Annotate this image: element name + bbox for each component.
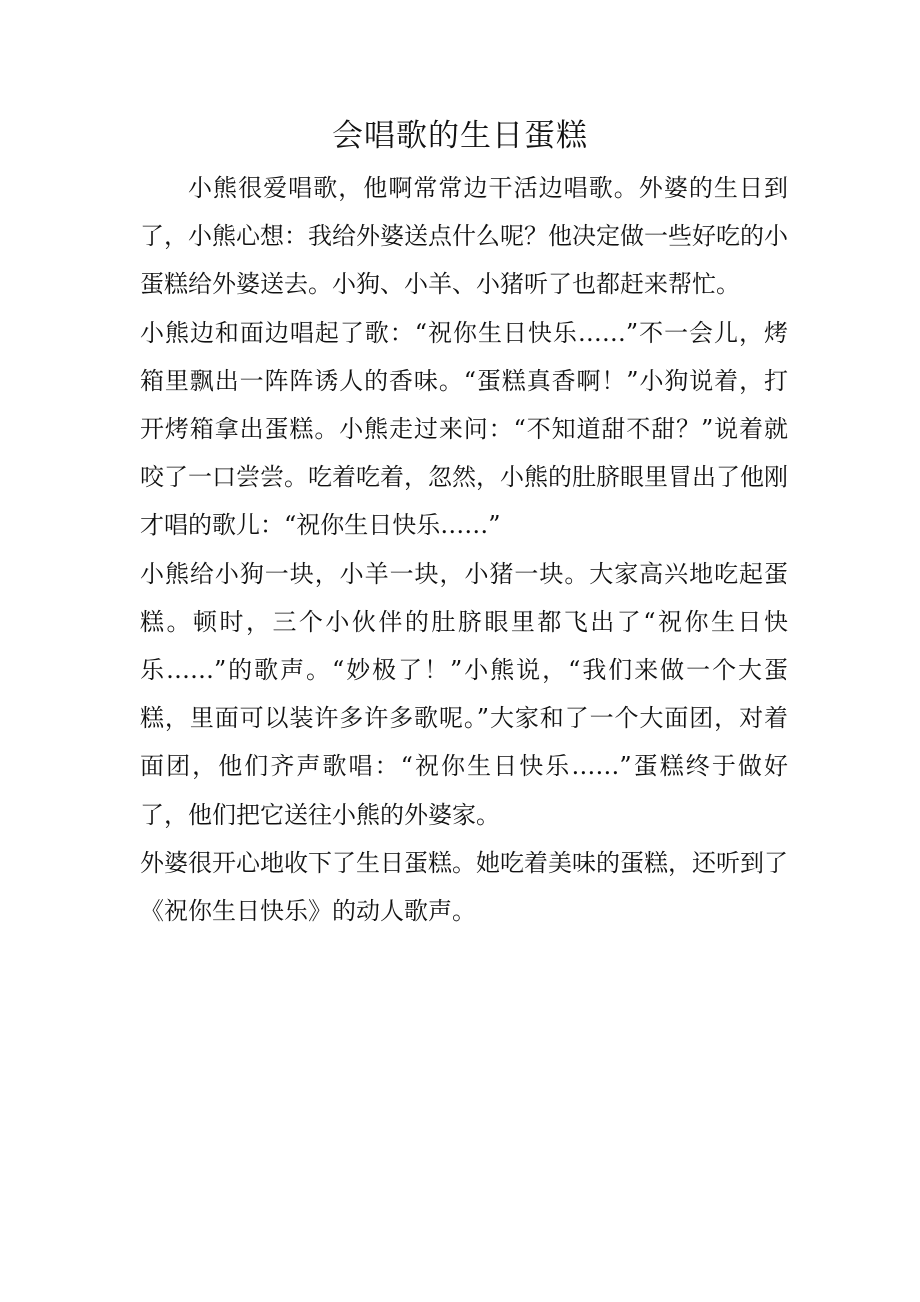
paragraph: 小熊很爱唱歌，他啊常常边干活边唱歌。外婆的生日到了，小熊心想：我给外婆送点什么呢？他决定做一些好吃的小蛋糕给外婆送去。小狗、小羊、小猪听了也都赶来帮忙。 bbox=[140, 174, 788, 299]
paragraph: 小熊给小狗一块，小羊一块，小猪一块。大家高兴地吃起蛋糕。顿时，三个小伙伴的肚脐眼里都飞出了“祝你生日快乐……”的歌声。“妙极了！”小熊说，“我们来做一个大蛋糕，里面可以装许多许多歌呢。”大家和了一个大面团，对着面团，他们齐声歌唱：“祝你生日快乐……”蛋糕终于做好了，他们把它送往小熊的外婆家。 bbox=[140, 559, 788, 829]
paragraph: 外婆很开心地收下了生日蛋糕。她吃着美味的蛋糕，还听到了《祝你生日快乐》的动人歌声。 bbox=[140, 848, 788, 926]
document-title: 会唱歌的生日蛋糕 bbox=[332, 118, 588, 154]
document-body bbox=[140, 164, 788, 935]
paragraph: 小熊边和面边唱起了歌：“祝你生日快乐……”不一会儿，烤箱里飘出一阵阵诱人的香味。“蛋糕真香啊！”小狗说着，打开烤箱拿出蛋糕。小熊走过来问：“不知道甜不甜？”说着就咬了一口尝尝。吃着吃着，忽然，小熊的肚脐眼里冒出了他刚才唱的歌儿：“祝你生日快乐……” bbox=[140, 318, 788, 540]
